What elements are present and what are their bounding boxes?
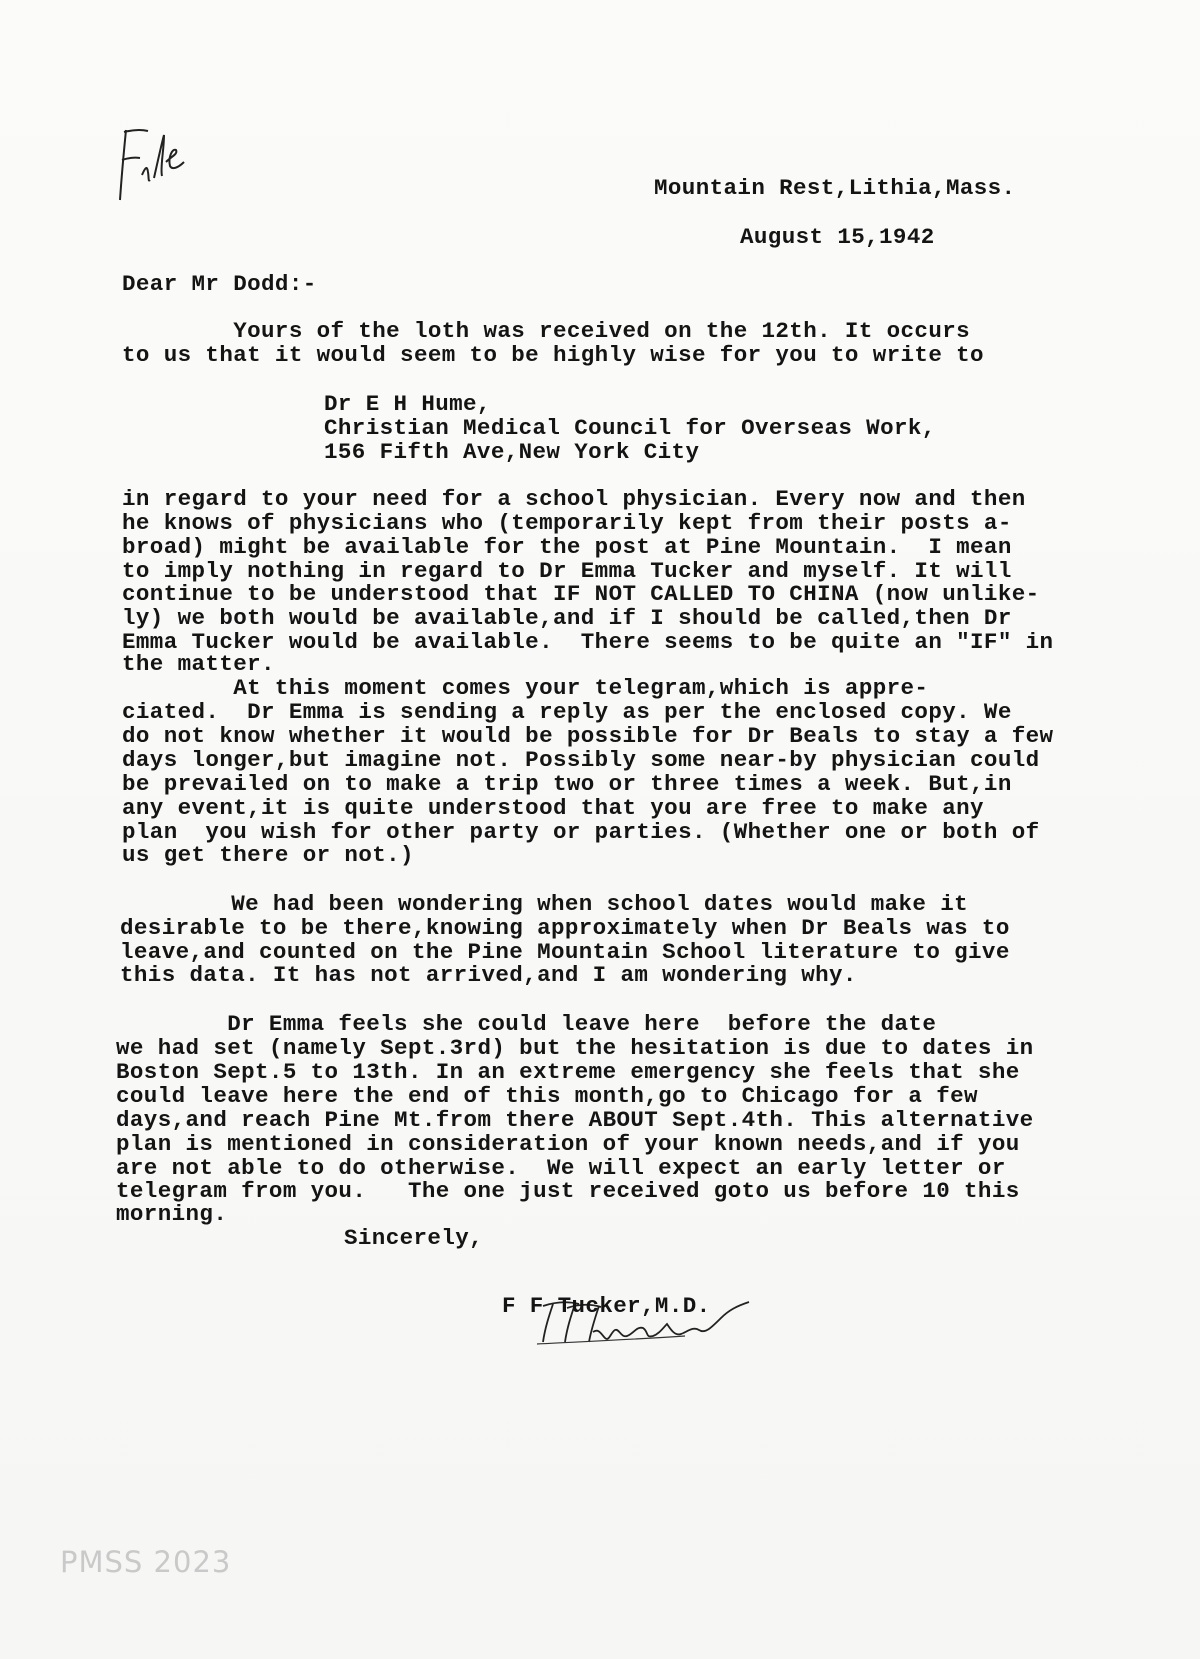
para5-line: we had set (namely Sept.3rd) but the hesitation is due to dates in bbox=[116, 1035, 1034, 1061]
para2-line: he knows of physicians who (temporarily kept from their posts a- bbox=[122, 510, 1012, 536]
para2-line: continue to be understood that IF NOT CALLED TO CHINA (now unlike- bbox=[122, 581, 1040, 607]
addressee-line: Dr E H Hume, bbox=[324, 391, 491, 417]
addressee-line: 156 Fifth Ave,New York City bbox=[324, 439, 700, 465]
archive-watermark: PMSS 2023 bbox=[60, 1545, 232, 1579]
para3-line: ciated. Dr Emma is sending a reply as per the enclosed copy. We bbox=[122, 699, 1012, 725]
para3-line: days longer,but imagine not. Possibly some near-by physician could bbox=[122, 747, 1040, 773]
para4-line: leave,and counted on the Pine Mountain School literature to give bbox=[120, 939, 1010, 965]
para1-line: to us that it would seem to be highly wise for you to write to bbox=[122, 342, 984, 368]
para5-line: are not able to do otherwise. We will expect an early letter or bbox=[116, 1155, 1006, 1181]
para5-line: morning. bbox=[116, 1201, 228, 1227]
handwritten-file-note bbox=[112, 120, 202, 205]
para3-line: be prevailed on to make a trip two or three times a week. But,in bbox=[122, 771, 1012, 797]
closing: Sincerely, bbox=[344, 1225, 484, 1251]
para3-line: plan you wish for other party or parties. (Whether one or both of bbox=[122, 819, 1040, 845]
para2-line: to imply nothing in regard to Dr Emma Tucker and myself. It will bbox=[122, 558, 1012, 584]
para4-line: desirable to be there,knowing approximately when Dr Beals was to bbox=[120, 915, 1010, 941]
para2-line: in regard to your need for a school physician. Every now and then bbox=[122, 486, 1026, 512]
salutation: Dear Mr Dodd:- bbox=[122, 271, 317, 297]
para3-line: any event,it is quite understood that you are free to make any bbox=[122, 795, 984, 821]
para4-line: this data. It has not arrived,and I am wondering why. bbox=[120, 962, 857, 988]
para5-line: telegram from you. The one just received goto us before 10 this bbox=[116, 1178, 1020, 1204]
para3-line: At this moment comes your telegram,which is appre- bbox=[122, 675, 929, 701]
para2-line: the matter. bbox=[122, 651, 275, 677]
sender-address: Mountain Rest,Lithia,Mass. bbox=[654, 175, 1016, 201]
para5-line: Boston Sept.5 to 13th. In an extreme emergency she feels that she bbox=[116, 1059, 1020, 1085]
letter-date: August 15,1942 bbox=[740, 224, 935, 250]
para4-line: We had been wondering when school dates would make it bbox=[120, 891, 969, 917]
para3-line: us get there or not.) bbox=[122, 842, 414, 868]
addressee-line: Christian Medical Council for Overseas Work, bbox=[324, 415, 936, 441]
para2-line: Emma Tucker would be available. There seems to be quite an "IF" in bbox=[122, 629, 1054, 655]
para1-line: Yours of the loth was received on the 12th. It occurs bbox=[122, 318, 971, 344]
para5-line: days,and reach Pine Mt.from there ABOUT Sept.4th. This alternative bbox=[116, 1107, 1034, 1133]
typed-signature: F F Tucker,M.D. bbox=[502, 1293, 711, 1319]
para2-line: broad) might be available for the post at Pine Mountain. I mean bbox=[122, 534, 1012, 560]
para5-line: could leave here the end of this month,go to Chicago for a few bbox=[116, 1083, 978, 1109]
para3-line: do not know whether it would be possible for Dr Beals to stay a few bbox=[122, 723, 1054, 749]
para2-line: ly) we both would be available,and if I should be called,then Dr bbox=[122, 605, 1012, 631]
para5-line: plan is mentioned in consideration of your known needs,and if you bbox=[116, 1131, 1020, 1157]
para5-line: Dr Emma feels she could leave here before the date bbox=[116, 1011, 937, 1037]
